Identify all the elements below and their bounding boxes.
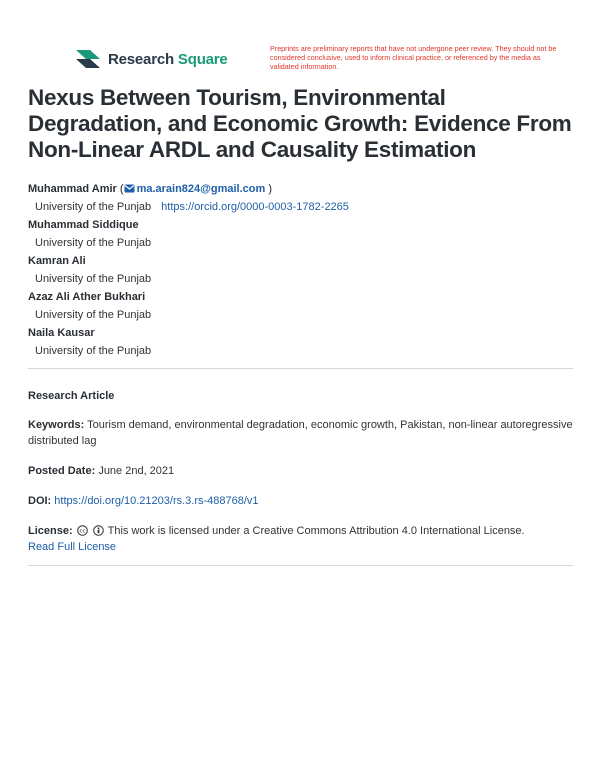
posted-date-block (28, 463, 573, 479)
orcid-link[interactable]: https://orcid.org/0000-0003-1782-2265 (161, 201, 349, 213)
read-full-license-link[interactable]: Read Full License (28, 541, 117, 553)
license-text: This work is licensed under a Creative Commons Attribution 4.0 International License. (107, 525, 525, 537)
author-name: Naila Kausar (28, 327, 95, 339)
author-name: Muhammad Siddique (28, 219, 139, 231)
preprint-disclaimer: Preprints are preliminary reports that have not undergone peer review. They should not be considered conclusive, used to inform clinical practice, or referenced by the media as validated information. (270, 44, 557, 71)
author-entry (28, 180, 576, 198)
research-square-logo-icon (74, 48, 102, 70)
cc-icon (77, 525, 88, 536)
license-block (28, 523, 573, 555)
author-affiliation: University of the Punjab (35, 237, 152, 249)
doi-block (28, 493, 573, 509)
author-name: Azaz Ali Ather Bukhari (28, 291, 146, 303)
by-icon (93, 525, 104, 536)
author-email-link[interactable] (124, 183, 266, 195)
keywords-block (28, 417, 573, 449)
author-name: Muhammad Amir (28, 183, 117, 195)
logo-prefix: Research (108, 50, 174, 68)
author-affiliation: University of the Punjab (35, 273, 152, 285)
article-type (28, 388, 573, 404)
research-square-logo[interactable] (74, 48, 228, 70)
author-email: ma.arain824@gmail.com (136, 183, 266, 195)
posted-date-label: Posted Date: (28, 465, 96, 477)
author-affiliation: University of the Punjab (35, 345, 152, 357)
mail-icon (124, 184, 135, 193)
article-type-text: Research Article (28, 390, 115, 402)
logo-text (108, 51, 228, 68)
paper-title: Nexus Between Tourism, Environmental Degradation, and Economic Growth: Evidence From Non-Linear ARDL and Causality Estimation (28, 85, 572, 162)
header (74, 44, 574, 78)
keywords-label: Keywords: (28, 419, 85, 431)
keywords-text: Tourism demand, environmental degradation, economic growth, Pakistan, non-linear autoregressive distributed lag (28, 419, 573, 447)
affiliation-text: University of the Punjab (35, 201, 152, 213)
doi-link[interactable]: https://doi.org/10.21203/rs.3.rs-488768/v1 (54, 495, 259, 507)
email-paren-open: ( (119, 183, 124, 195)
svg-text:cc: cc (79, 528, 86, 535)
author-affiliation: University of the Punjab (35, 309, 152, 321)
author-affiliation (35, 198, 576, 216)
email-paren-close: ) (265, 183, 273, 195)
author-list (28, 180, 576, 360)
author-name: Kamran Ali (28, 255, 86, 267)
divider (28, 565, 573, 566)
divider (28, 368, 573, 369)
license-label: License: (28, 525, 73, 537)
posted-date-value: June 2nd, 2021 (98, 465, 175, 477)
doi-label: DOI: (28, 495, 52, 507)
logo-suffix: Square (177, 50, 228, 68)
